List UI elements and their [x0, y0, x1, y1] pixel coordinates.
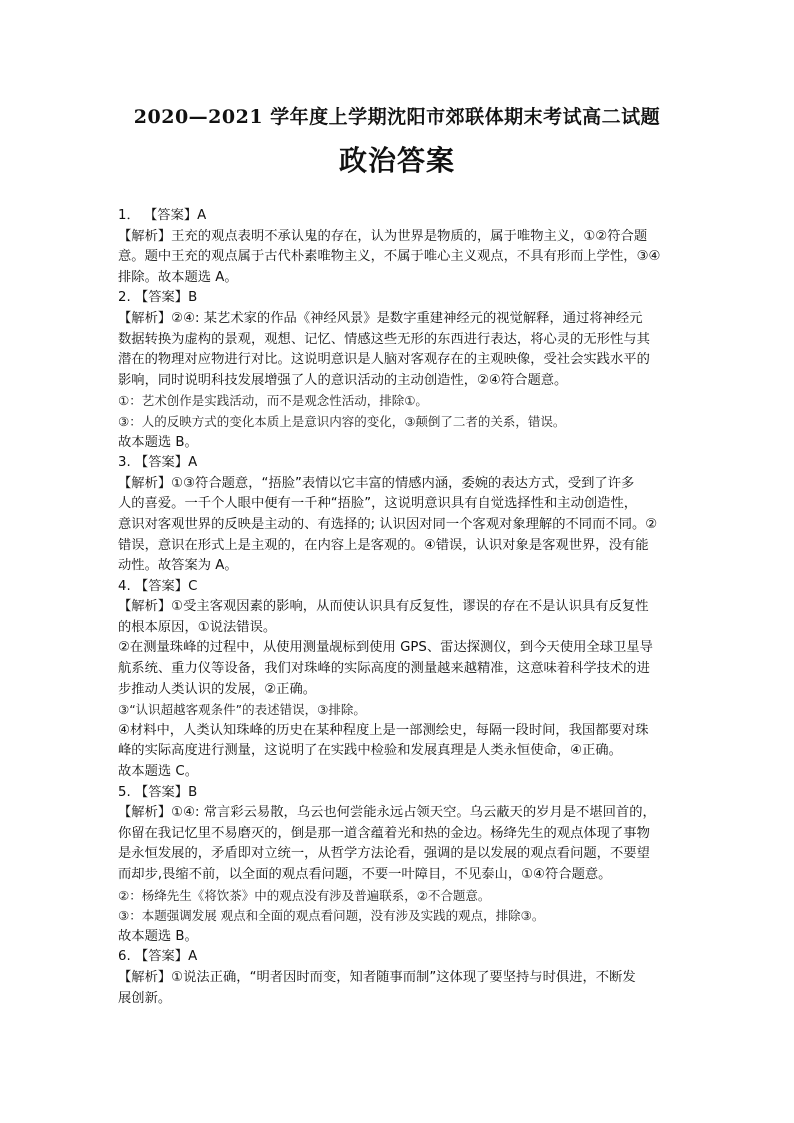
analysis-line: ②在测量珠峰的过程中，从使用测量觇标到使用 GPS、雷达探测仪，到今天使用全球卫星导: [118, 640, 653, 656]
analysis-line: 的根本原因，①说法错误。: [118, 619, 277, 635]
analysis-line: 【解析】①④: 常言彩云易散，乌云也何尝能永远占领天空。乌云蔽天的岁月是不堪回首的，: [118, 805, 656, 821]
document-title: 2020—2021 学年度上学期沈阳市郊联体期末考试高二试题: [133, 106, 661, 128]
answer-heading: 4. 【答案】C: [118, 578, 198, 594]
answer-heading: 3. 【答案】A: [118, 455, 198, 471]
analysis-line: 排除。故本题选 A。: [118, 269, 238, 285]
analysis-line: ③“认识超越客观条件”的表述错误，③排除。: [118, 702, 366, 718]
answer-heading: 6. 【答案】A: [118, 949, 198, 965]
answer-body: [118, 206, 684, 1009]
analysis-line: 是永恒发展的，矛盾即对立统一，从哲学方法论看，强调的是以发展的观点看问题，不要望: [118, 846, 650, 862]
analysis-line: ④材料中，人类认知珠峰的历史在某种程度上是一部测绘史，每隔一段时间，我国都要对珠: [118, 722, 649, 738]
answer-heading: 5. 【答案】B: [118, 784, 198, 800]
analysis-line: ②：杨绛先生《将饮茶》中的观点没有涉及普遍联系，②不合题意。: [118, 887, 491, 903]
analysis-line: 故本题选 C。: [118, 764, 198, 780]
analysis-line: 意。题中王充的观点属于古代朴素唯物主义，不属于唯心主义观点，不具有形而上学性，③④: [118, 249, 661, 265]
analysis-line: 故本题选 B。: [118, 434, 198, 450]
analysis-line: 动性。故答案为 A。: [118, 558, 238, 574]
analysis-line: 展创新。: [118, 990, 172, 1006]
analysis-line: ③：本题强调发展 观点和全面的观点看问题，没有涉及实践的观点，排除③。: [118, 908, 545, 924]
analysis-line: 错误，意识在形式上是主观的，在内容上是客观的。④错误，认识对象是客观世界，没有能: [118, 537, 649, 553]
analysis-line: 【解析】①受主客观因素的影响，从而使认识具有反复性，谬误的存在不是认识具有反复性: [118, 599, 649, 615]
analysis-line: 【解析】王充的观点表明不承认鬼的存在，认为世界是物质的，属于唯物主义，①②符合题: [118, 228, 648, 244]
analysis-line: 航系统、重力仪等设备，我们对珠峰的实际高度的测量越来越精准，这意味着科学技术的进: [118, 661, 650, 677]
analysis-line: 意识对客观世界的反映是主动的、有选择的; 认识因对同一个客观对象理解的不同而不同。②: [118, 516, 658, 532]
analysis-line: 数据转换为虚构的景观，观想、记忆、情感这些无形的东西进行表达，将心灵的无形性与其: [118, 331, 650, 347]
analysis-line: 故本题选 B。: [118, 928, 198, 944]
answer-heading: 1． 【答案】A: [118, 208, 207, 223]
analysis-line: 潜在的物理对应物进行对比。这说明意识是人脑对客观存在的主观映像，受社会实践水平的: [118, 352, 650, 368]
analysis-line: 峰的实际高度进行测量，这说明了在实践中检验和发展真理是人类永恒使命，④正确。: [118, 743, 622, 759]
analysis-line: 【解析】②④: 某艺术家的作品《神经风景》是数字重建神经元的视觉解释，通过将神经元: [118, 310, 643, 326]
document-subtitle: 政治答案: [338, 144, 455, 177]
analysis-line: 你留在我记忆里不易磨灭的，倒是那一道含蕴着光和热的金边。杨绛先生的观点体现了事物: [118, 825, 650, 841]
answer-heading: 2. 【答案】B: [118, 290, 198, 306]
analysis-line: 而却步,畏缩不前，以全面的观点看问题，不要一叶障目，不见泰山，①④符合题意。: [118, 867, 612, 882]
analysis-line: ①：艺术创作是实践活动，而不是观念性活动，排除①。: [118, 393, 428, 409]
analysis-line: 人的喜爱。一千个人眼中便有一千种“捂脸”，这说明意识具有自觉选择性和主动创造性，: [118, 496, 638, 512]
analysis-line: 影响，同时说明科技发展增强了人的意识活动的主动创造性，②④符合题意。: [118, 372, 568, 388]
analysis-line: ③：人的反映方式的变化本质上是意识内容的变化，③颠倒了二者的关系，错误。: [118, 413, 566, 429]
analysis-line: 【解析】①说法正确，“明者因时而变，知者随事而制”这体现了要坚持与时俱进，不断发: [118, 969, 636, 985]
analysis-line: 步推动人类认识的发展，②正确。: [118, 681, 317, 697]
analysis-line: 【解析】①③符合题意，“捂脸”表情以它丰富的情感内涵，委婉的表达方式，受到了许多: [118, 475, 635, 491]
